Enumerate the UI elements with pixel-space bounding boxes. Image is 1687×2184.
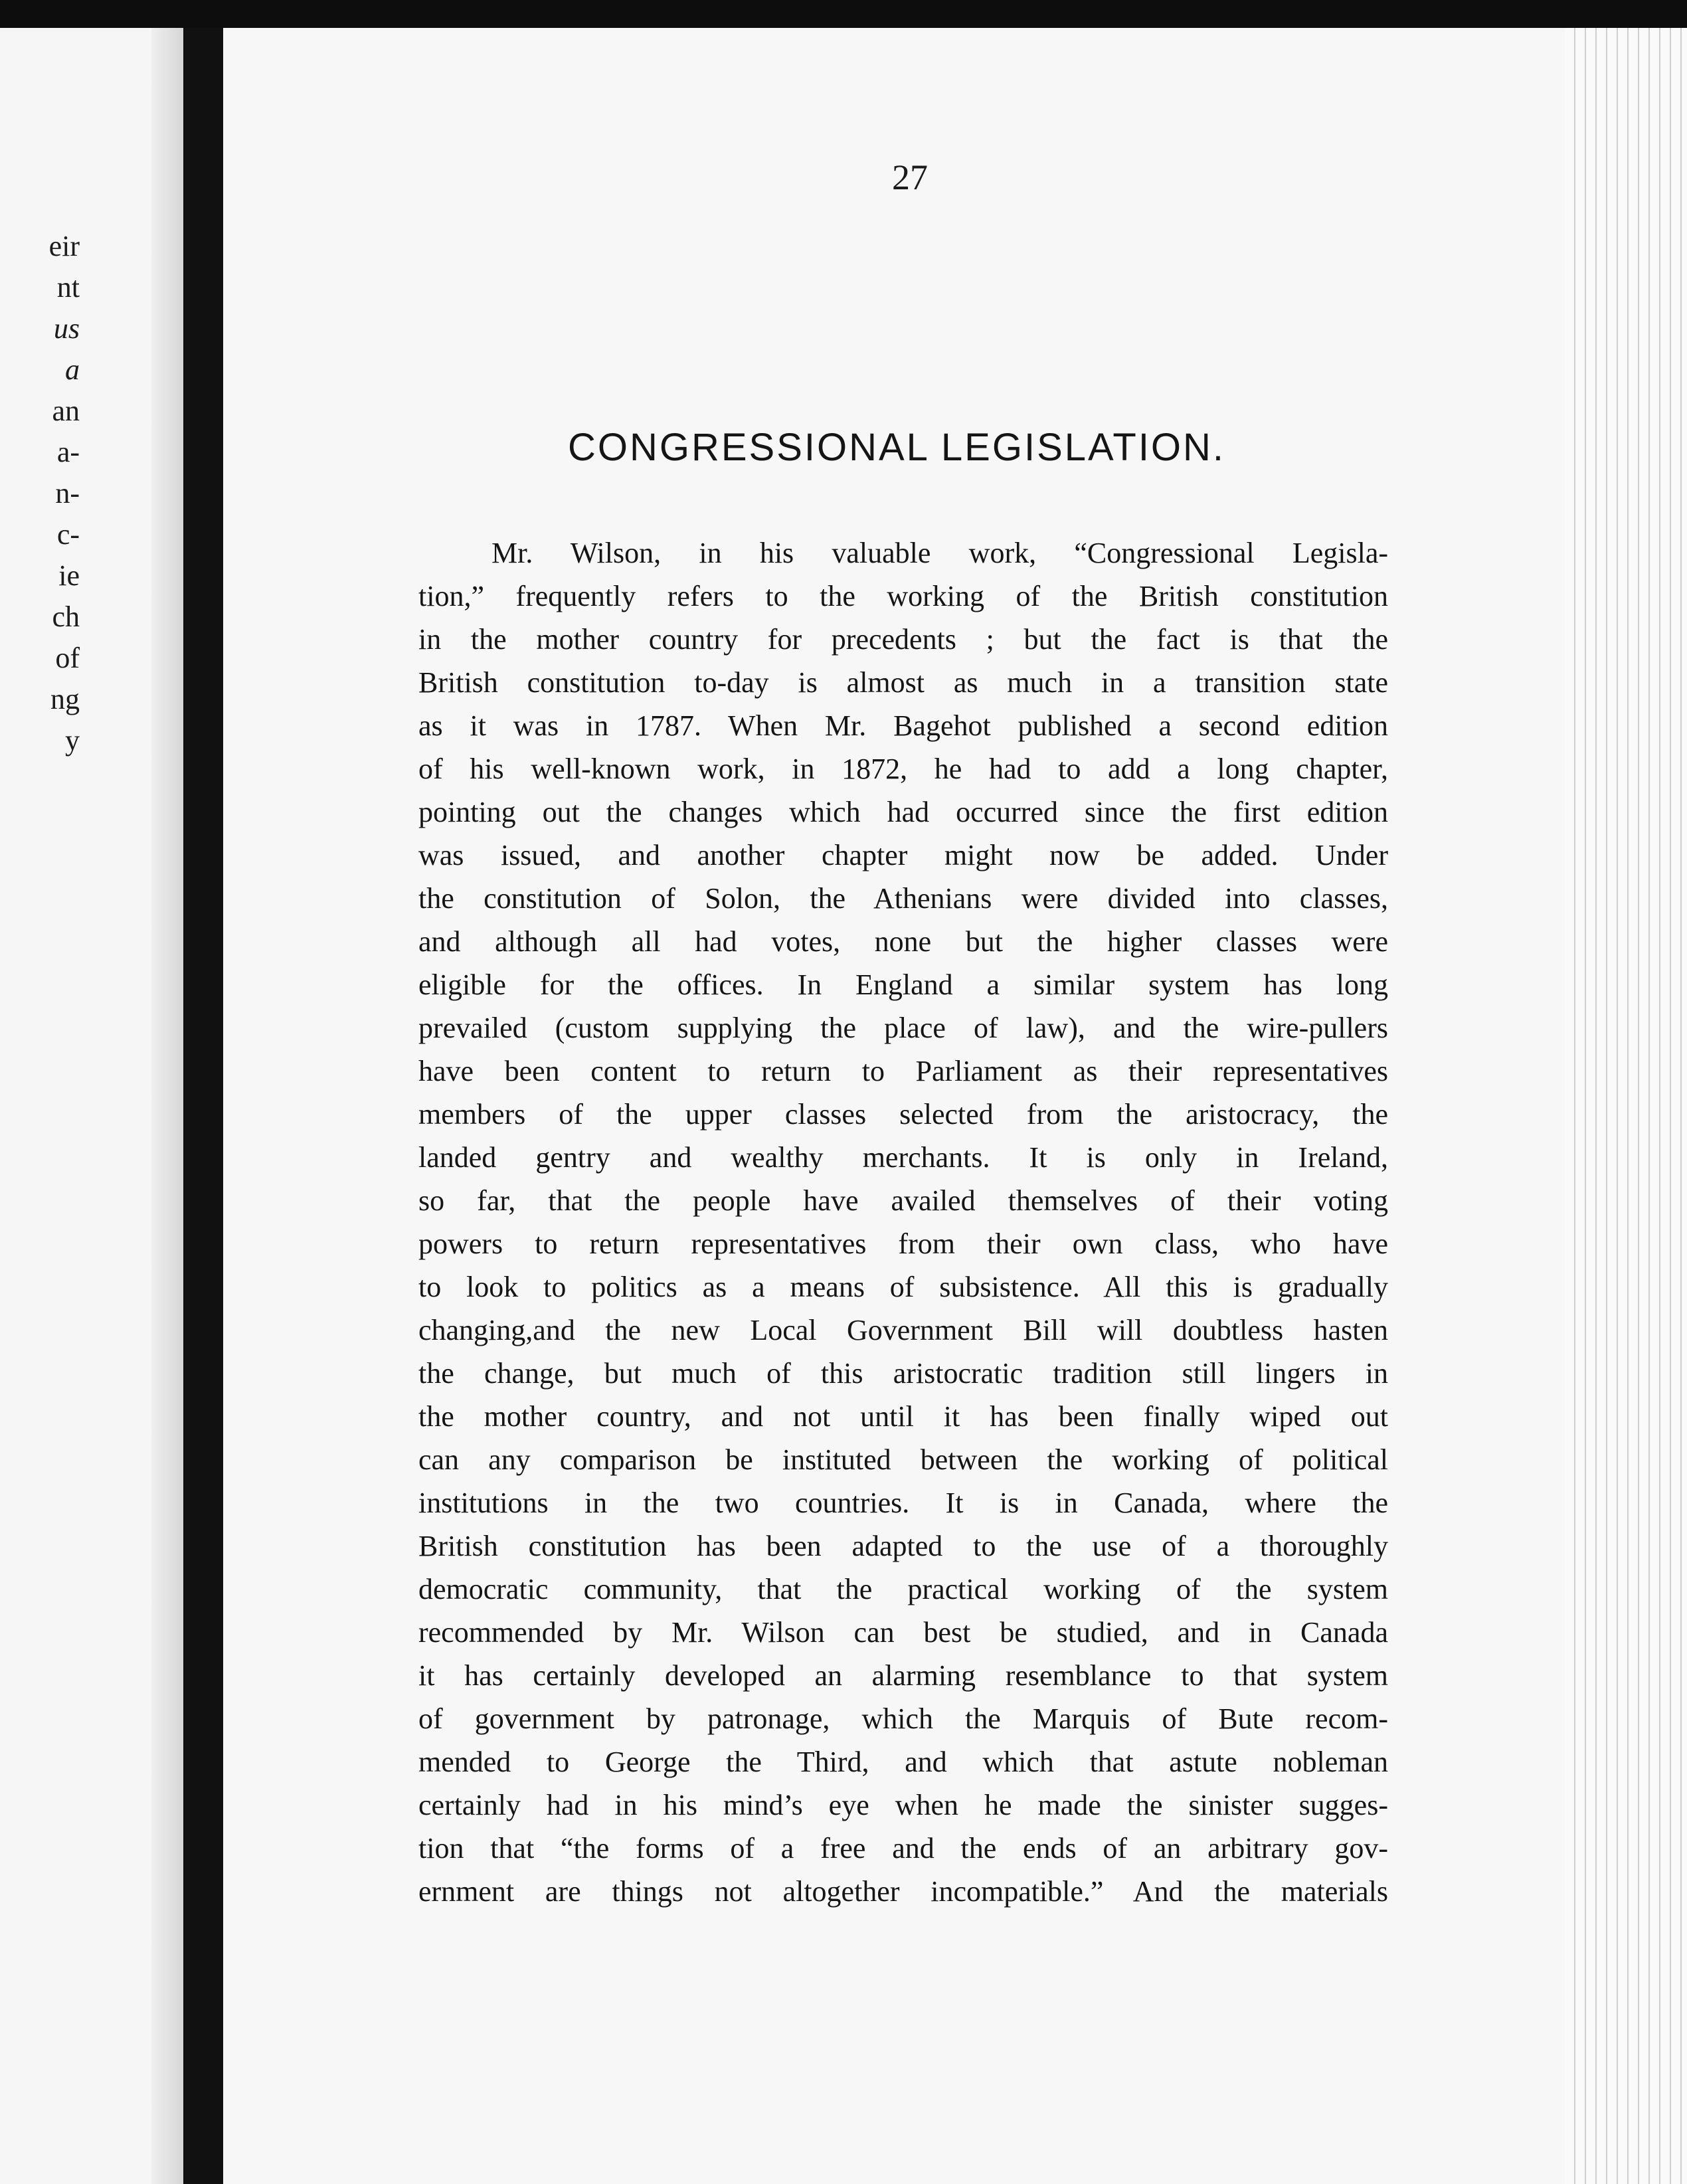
text-line: and although all had votes, none but the higher classes were [418,925,1388,958]
text-line: as it was in 1787. When Mr. Bagehot published a second edition [418,709,1388,742]
left-fragment: ie [58,559,80,592]
left-fragment: c- [56,518,80,551]
left-fragment: a [65,353,80,386]
scan-top-edge [0,0,1687,28]
left-fragment: us [53,312,80,345]
page-number: 27 [892,157,928,197]
text-line: the mother country, and not until it has been finally wiped out [418,1400,1388,1433]
left-fragment: y [65,724,80,757]
text-line: of his well-known work, in 1872, he had to add a long chapter, [418,753,1388,785]
left-fragment: of [55,642,80,674]
left-fragment: eir [48,230,80,262]
text-line: recommended by Mr. Wilson can best be studied, and in Canada [418,1616,1388,1649]
text-line: can any comparison be instituted between the working of political [418,1443,1388,1476]
left-fragment: ng [50,683,80,715]
text-line: it has certainly developed an alarming resemblance to that system [418,1659,1388,1692]
text-line: ernment are things not altogether incompatible.” And the materials [418,1875,1388,1908]
text-line: certainly had in his mind’s eye when he made the sinister sugges- [418,1789,1388,1821]
text-line: changing,and the new Local Government Bill will doubtless hasten [418,1314,1388,1346]
text-line: of government by patronage, which the Marquis of Bute recom- [418,1702,1388,1735]
text-line: to look to politics as a means of subsistence. All this is gradually [418,1271,1388,1303]
left-page-fold-shadow [151,28,183,2184]
body-paragraph [418,531,1388,1913]
text-line: institutions in the two countries. It is in Canada, where the [418,1487,1388,1519]
left-fragment: nt [56,271,80,304]
text-line: prevailed (custom supplying the place of law), and the wire-pullers [418,1012,1388,1044]
text-line: British constitution to-day is almost as much in a transition state [418,666,1388,699]
text-line: eligible for the offices. In England a similar system has long [418,968,1388,1001]
left-fragment: ch [52,600,80,633]
left-fragment: an [52,395,80,427]
text-line: in the mother country for precedents ; but the fact is that the [418,623,1388,656]
book-gutter [183,28,223,2184]
text-line: powers to return representatives from their own class, who have [418,1228,1388,1260]
text-line: was issued, and another chapter might now be added. Under [418,839,1388,871]
left-page-text-fragments [0,226,80,761]
text-line: so far, that the people have availed themselves of their voting [418,1184,1388,1217]
text-line: tion that “the forms of a free and the ends of an arbitrary gov- [418,1832,1388,1865]
text-line: mended to George the Third, and which that astute nobleman [418,1746,1388,1778]
page-stack-edges [1565,28,1687,2184]
chapter-title: CONGRESSIONAL LEGISLATION. [567,426,1226,469]
text-line: have been content to return to Parliament as their representatives [418,1055,1388,1087]
text-line: the constitution of Solon, the Athenians were divided into classes, [418,882,1388,915]
text-line: landed gentry and wealthy merchants. It is only in Ireland, [418,1141,1388,1174]
text-line: members of the upper classes selected from the aristocracy, the [418,1098,1388,1131]
left-fragment: a- [56,436,80,468]
text-line: pointing out the changes which had occurred since the first edition [418,796,1388,828]
text-line: Mr. Wilson, in his valuable work, “Congressional Legisla- [491,537,1388,569]
text-line: the change, but much of this aristocratic tradition still lingers in [418,1357,1388,1390]
left-fragment: n- [55,477,80,509]
text-line: British constitution has been adapted to the use of a thoroughly [418,1530,1388,1562]
text-line: democratic community, that the practical working of the system [418,1573,1388,1605]
text-line: tion,” frequently refers to the working of the British constitution [418,580,1388,612]
